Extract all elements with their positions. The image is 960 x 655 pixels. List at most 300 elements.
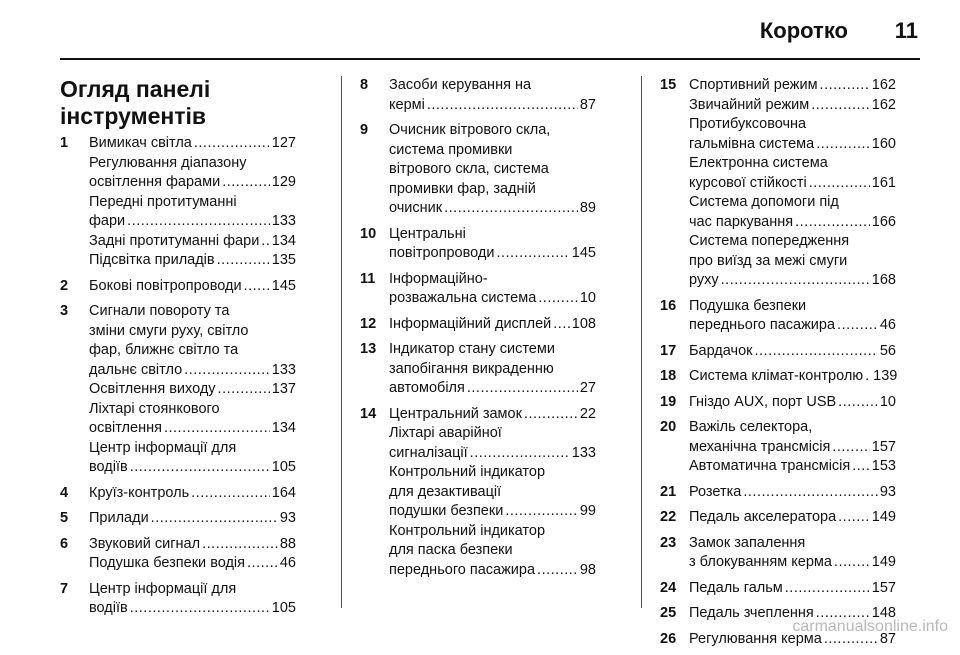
entry-line — [389, 199, 596, 219]
entry-number: 6 — [60, 535, 69, 552]
page-reference-link[interactable]: 162 — [871, 77, 896, 93]
entry-line — [389, 522, 596, 542]
page-reference-link[interactable]: 22 — [579, 405, 596, 422]
entry-number: 20 — [660, 419, 677, 435]
toc-entry — [660, 76, 896, 291]
entry-text: Круїз-контроль — [89, 484, 190, 501]
dot-leader — [151, 509, 278, 529]
entry-number: 23 — [660, 534, 677, 551]
dot-leader — [524, 405, 578, 425]
dot-leader — [470, 444, 570, 464]
page-reference-link[interactable]: 164 — [271, 484, 296, 501]
dot-leader — [194, 134, 270, 154]
entry-body — [689, 297, 896, 336]
entry-line — [389, 405, 596, 425]
entry-line — [689, 367, 896, 387]
toc-entry — [660, 483, 896, 503]
dot-leader — [218, 380, 270, 400]
entry-text: система промивки — [389, 141, 513, 158]
toc-entry — [660, 393, 896, 413]
entry-body — [389, 340, 596, 399]
dot-leader — [130, 458, 270, 478]
entry-number: 2 — [60, 277, 69, 294]
entry-line — [89, 361, 296, 381]
entry-number: 21 — [660, 483, 677, 500]
page-reference-link[interactable]: 133 — [271, 361, 296, 378]
entry-line — [389, 483, 596, 503]
entry-text: кермі — [389, 96, 425, 113]
entry-text: Автоматична трансмісія — [689, 458, 851, 474]
entry-text: переднього пасажира — [389, 561, 536, 578]
entry-body — [689, 508, 896, 528]
toc-entry — [660, 579, 896, 599]
entry-line — [389, 463, 596, 483]
entry-text: з блокуванням керма — [689, 554, 832, 570]
page-reference-link[interactable]: 157 — [871, 579, 896, 596]
dot-leader — [865, 367, 871, 387]
entry-text: освітлення — [89, 420, 162, 436]
page-reference-link[interactable]: 149 — [871, 509, 896, 525]
page-number: 11 — [894, 18, 918, 43]
entry-text: гальмівна система — [689, 135, 815, 152]
entry-line — [89, 380, 296, 400]
header-rule — [60, 58, 920, 60]
entry-text: Інформаційний дисплей — [389, 315, 552, 332]
page-reference-link[interactable]: 93 — [279, 510, 296, 526]
column-2 — [360, 76, 596, 586]
entry-text: промивки фар, задній — [389, 180, 536, 197]
entry-body — [689, 483, 896, 503]
entry-line — [89, 535, 296, 555]
dot-leader — [127, 212, 270, 232]
entry-text: Ліхтарі стоянкового — [89, 400, 220, 417]
entry-line — [89, 458, 296, 478]
toc-entry — [660, 297, 896, 336]
entry-line — [689, 418, 896, 438]
entry-number: 15 — [660, 77, 677, 93]
entry-line — [389, 121, 596, 141]
page-reference-link[interactable]: 93 — [879, 483, 896, 500]
entry-text: про виїзд за межі смуги — [689, 252, 848, 269]
entry-text: Подушка безпеки водія — [89, 555, 246, 571]
toc-entry — [360, 270, 596, 309]
dot-leader — [202, 535, 278, 555]
entry-line — [689, 483, 896, 503]
dot-leader — [832, 438, 870, 458]
entry-line — [689, 213, 896, 233]
dot-leader — [721, 271, 870, 291]
page-reference-link[interactable]: 134 — [271, 232, 296, 249]
entry-number: 7 — [60, 580, 69, 597]
entry-text: фар, ближнє світло та — [89, 342, 239, 358]
section-title-line: інструментів — [60, 103, 207, 129]
toc-entry — [60, 580, 296, 619]
entry-text: Замок запалення — [689, 534, 806, 551]
entry-body — [89, 302, 296, 478]
entry-line — [389, 289, 596, 309]
entry-text: Очисник вітрового скла, — [389, 122, 551, 138]
entry-line — [389, 444, 596, 464]
toc-entry — [60, 484, 296, 504]
toc-entry — [660, 342, 896, 362]
section-title — [60, 76, 296, 130]
entry-text: Електронна система — [689, 155, 828, 171]
toc-entry — [60, 277, 296, 297]
entry-line — [689, 534, 896, 554]
entry-text: час паркування — [689, 213, 794, 230]
entry-text: Інформаційно- — [389, 270, 488, 287]
dot-leader — [505, 502, 578, 522]
entry-text: Важіль селектора, — [689, 419, 813, 435]
toc-entry — [60, 134, 296, 271]
entry-text: Підсвітка приладів — [89, 252, 215, 268]
entry-number: 5 — [60, 510, 69, 526]
entry-text: Педаль акселератора — [689, 509, 837, 525]
entry-text: Регулювання діапазону — [89, 154, 247, 171]
entry-line — [689, 76, 896, 96]
entry-text: Протибуксовочна — [689, 116, 807, 132]
page-reference-link[interactable]: 27 — [579, 380, 596, 396]
entry-text: запобігання викраденню — [389, 360, 554, 377]
entry-line — [689, 271, 896, 291]
entry-line — [689, 252, 896, 272]
entry-text: Засоби керування на — [389, 77, 532, 93]
entry-text: механічна трансмісія — [689, 438, 831, 455]
entry-text: Система допомоги під — [689, 194, 839, 210]
entry-line — [389, 225, 596, 245]
entry-text: Центр інформації для — [89, 439, 237, 456]
entry-body — [689, 342, 896, 362]
dot-leader — [834, 553, 870, 573]
page-reference-link[interactable]: 149 — [871, 554, 896, 570]
entry-line — [89, 554, 296, 574]
entry-line — [89, 580, 296, 600]
entry-line — [89, 193, 296, 213]
entry-text: водіїв — [89, 459, 128, 475]
entry-text: Бардачок — [689, 342, 753, 359]
entry-body — [389, 121, 596, 219]
entry-text: Система клімат-контролю — [689, 368, 864, 384]
dot-leader — [467, 379, 578, 399]
entry-number: 11 — [360, 270, 376, 287]
entry-line — [89, 400, 296, 420]
page-reference-link[interactable]: 98 — [579, 561, 596, 578]
entry-line — [689, 96, 896, 116]
entry-line — [389, 160, 596, 180]
page-reference-link[interactable]: 145 — [571, 245, 596, 261]
entry-list — [360, 76, 596, 580]
page-reference-link[interactable]: 135 — [271, 252, 296, 268]
dot-leader — [838, 508, 870, 528]
entry-line — [89, 154, 296, 174]
entry-line — [89, 599, 296, 619]
entry-number: 8 — [360, 77, 369, 93]
toc-entry — [360, 76, 596, 115]
dot-leader — [785, 579, 870, 599]
entry-line — [389, 180, 596, 200]
entry-text: Контрольний індикатор — [389, 464, 546, 480]
dot-leader — [816, 135, 870, 155]
entry-line — [689, 393, 896, 413]
page-reference-link[interactable]: 87 — [879, 630, 896, 647]
page-reference-link[interactable]: 105 — [271, 600, 296, 616]
page-reference-link[interactable]: 166 — [871, 213, 896, 230]
entry-text: руху — [689, 272, 719, 288]
entry-line — [89, 277, 296, 297]
entry-text: Задні протитуманні фари — [89, 232, 260, 249]
entry-line — [389, 424, 596, 444]
entry-text: Спортивний режим — [689, 77, 818, 93]
page-reference-link[interactable]: 153 — [871, 458, 896, 474]
entry-line — [689, 579, 896, 599]
column-3 — [660, 76, 896, 655]
entry-number: 10 — [360, 225, 377, 242]
entry-text: Звичайний режим — [689, 96, 810, 113]
entry-body — [389, 225, 596, 264]
page-reference-link[interactable]: 127 — [271, 135, 296, 151]
page-reference-link[interactable]: 56 — [879, 342, 896, 359]
dot-leader — [427, 96, 578, 116]
column-1 — [60, 76, 296, 625]
entry-number: 4 — [60, 484, 69, 501]
page-reference-link[interactable]: 88 — [279, 535, 296, 552]
dot-leader — [261, 232, 270, 252]
entry-line — [89, 212, 296, 232]
dot-leader — [164, 419, 270, 439]
toc-entry — [660, 418, 896, 477]
entry-text: освітлення фарами — [89, 174, 221, 190]
dot-leader — [795, 213, 870, 233]
entry-text: Подушка безпеки — [689, 297, 807, 314]
entry-text: переднього пасажира — [689, 317, 836, 333]
dot-leader — [811, 96, 870, 116]
entry-text: курсової стійкості — [689, 174, 807, 191]
toc-entry — [60, 535, 296, 574]
column-divider — [641, 76, 642, 608]
entry-line — [89, 419, 296, 439]
entry-body — [389, 76, 596, 115]
entry-line — [689, 508, 896, 528]
entry-line — [389, 379, 596, 399]
page-reference-link[interactable]: 133 — [271, 213, 296, 229]
dot-leader — [852, 457, 870, 477]
page-reference-link[interactable]: 10 — [579, 290, 596, 306]
entry-line — [89, 322, 296, 342]
entry-number: 9 — [360, 122, 369, 138]
entry-line — [89, 173, 296, 193]
entry-line — [689, 553, 896, 573]
dot-leader — [537, 561, 578, 581]
entry-text: Регулювання керма — [689, 630, 822, 647]
entry-number: 3 — [60, 303, 69, 319]
dot-leader — [838, 393, 878, 413]
entry-text: повітропроводи — [389, 245, 495, 261]
entry-text: сигналізації — [389, 444, 468, 461]
entry-line — [389, 141, 596, 161]
entry-number: 14 — [360, 405, 377, 422]
entry-body — [689, 393, 896, 413]
dot-leader — [837, 316, 878, 336]
entry-body — [689, 367, 896, 387]
entry-text: Центральний замок — [389, 405, 522, 422]
entry-body — [89, 509, 296, 529]
entry-body — [689, 534, 896, 573]
entry-line — [689, 438, 896, 458]
entry-body — [89, 535, 296, 574]
entry-text: Індикатор стану системи — [389, 341, 555, 357]
entry-number: 17 — [660, 342, 677, 359]
toc-entry — [660, 508, 896, 528]
dot-leader — [496, 244, 569, 264]
entry-text: дальнє світло — [89, 361, 183, 378]
entry-text: Передні протитуманні — [89, 193, 237, 210]
entry-text: Вимикач світла — [89, 135, 192, 151]
toc-entry — [60, 302, 296, 478]
column-divider — [341, 76, 342, 608]
page-reference-link[interactable]: 162 — [871, 96, 896, 113]
entry-line — [689, 135, 896, 155]
dot-leader — [444, 199, 578, 219]
toc-entry — [360, 315, 596, 335]
page-reference-link[interactable]: 145 — [271, 277, 296, 294]
entry-line — [689, 115, 896, 135]
page-reference-link[interactable]: 157 — [871, 438, 896, 455]
page-reference-link[interactable]: 10 — [879, 393, 896, 410]
entry-text: Педаль гальм — [689, 579, 783, 596]
entry-line — [89, 232, 296, 252]
page-reference-link[interactable]: 87 — [579, 96, 596, 113]
entry-line — [389, 315, 596, 335]
entry-text: Розетка — [689, 483, 742, 500]
toc-entry — [60, 509, 296, 529]
entry-line — [389, 340, 596, 360]
entry-number: 16 — [660, 297, 677, 314]
page-reference-link[interactable]: 161 — [871, 174, 896, 191]
entry-line — [89, 484, 296, 504]
entry-body — [89, 277, 296, 297]
entry-text: подушки безпеки — [389, 503, 504, 519]
dot-leader — [191, 484, 270, 504]
entry-text: Педаль зчеплення — [689, 605, 814, 621]
entry-text: Система попередження — [689, 233, 850, 249]
entry-line — [89, 251, 296, 271]
entry-body — [389, 270, 596, 309]
page-reference-link[interactable]: 139 — [873, 368, 898, 384]
dot-leader — [247, 554, 278, 574]
toc-entry — [360, 340, 596, 399]
entry-text: Центр інформації для — [89, 580, 237, 597]
page-reference-link[interactable]: 137 — [271, 381, 296, 397]
dot-leader — [809, 174, 870, 194]
entry-text: для дезактивації — [389, 483, 502, 500]
page-reference-link[interactable]: 148 — [871, 605, 896, 621]
dot-leader — [820, 76, 870, 96]
entry-line — [389, 502, 596, 522]
entry-text: Центральні — [389, 225, 466, 242]
dot-leader — [130, 599, 270, 619]
entry-number: 1 — [60, 135, 69, 151]
entry-line — [389, 541, 596, 561]
entry-line — [89, 134, 296, 154]
entry-line — [689, 193, 896, 213]
entry-text: розважальна система — [389, 290, 537, 306]
page-reference-link[interactable]: 134 — [271, 420, 296, 436]
entry-line — [689, 457, 896, 477]
entry-body — [89, 580, 296, 619]
entry-text: водіїв — [89, 600, 128, 616]
entry-line — [689, 342, 896, 362]
entry-text: Звуковий сигнал — [89, 535, 201, 552]
dot-leader — [743, 483, 877, 503]
entry-line — [689, 297, 896, 317]
entry-line — [689, 154, 896, 174]
entry-text: зміни смуги руху, світло — [89, 322, 249, 339]
toc-entry — [660, 367, 896, 387]
toc-entry — [360, 121, 596, 219]
page-reference-link[interactable]: 133 — [571, 444, 596, 461]
entry-line — [389, 96, 596, 116]
toc-entry — [660, 534, 896, 573]
dot-leader — [553, 315, 570, 335]
entry-line — [689, 174, 896, 194]
entry-line — [89, 341, 296, 361]
entry-text: Сигнали повороту та — [89, 303, 230, 319]
dot-leader — [222, 173, 270, 193]
entry-line — [689, 232, 896, 252]
page-reference-link[interactable]: 89 — [579, 200, 596, 216]
entry-list — [60, 134, 296, 619]
page-reference-link[interactable]: 160 — [871, 135, 896, 152]
entry-line — [389, 244, 596, 264]
entry-text: автомобіля — [389, 380, 465, 396]
entry-body — [89, 134, 296, 271]
page-reference-link[interactable]: 46 — [279, 555, 296, 571]
entry-line — [689, 316, 896, 336]
page-reference-link[interactable]: 108 — [571, 315, 596, 332]
dot-leader — [244, 277, 270, 297]
entry-text: фари — [89, 213, 126, 229]
page-reference-link[interactable]: 46 — [879, 317, 896, 333]
entry-text: Контрольний індикатор — [389, 522, 546, 539]
entry-line — [89, 509, 296, 529]
entry-line — [89, 439, 296, 459]
dot-leader — [184, 361, 270, 381]
entry-line — [89, 302, 296, 322]
toc-entry — [360, 225, 596, 264]
dot-leader — [217, 251, 270, 271]
page-reference-link[interactable]: 105 — [271, 459, 296, 475]
entry-line — [389, 76, 596, 96]
page-header-title: Коротко — [759, 18, 848, 43]
entry-number: 13 — [360, 341, 377, 357]
entry-body — [689, 418, 896, 477]
page-reference-link[interactable]: 168 — [871, 272, 896, 288]
entry-number: 24 — [660, 579, 677, 596]
page-reference-link[interactable]: 129 — [271, 174, 296, 190]
entry-line — [389, 270, 596, 290]
page-reference-link[interactable]: 99 — [579, 503, 596, 519]
entry-body — [389, 405, 596, 581]
entry-text: для паска безпеки — [389, 542, 513, 558]
entry-body — [89, 484, 296, 504]
entry-text: Ліхтарі аварійної — [389, 425, 502, 441]
entry-text: Прилади — [89, 510, 149, 526]
entry-text: вітрового скла, система — [389, 161, 549, 177]
dot-leader — [538, 289, 578, 309]
entry-body — [689, 76, 896, 291]
entry-line — [389, 360, 596, 380]
entry-list — [660, 76, 896, 649]
